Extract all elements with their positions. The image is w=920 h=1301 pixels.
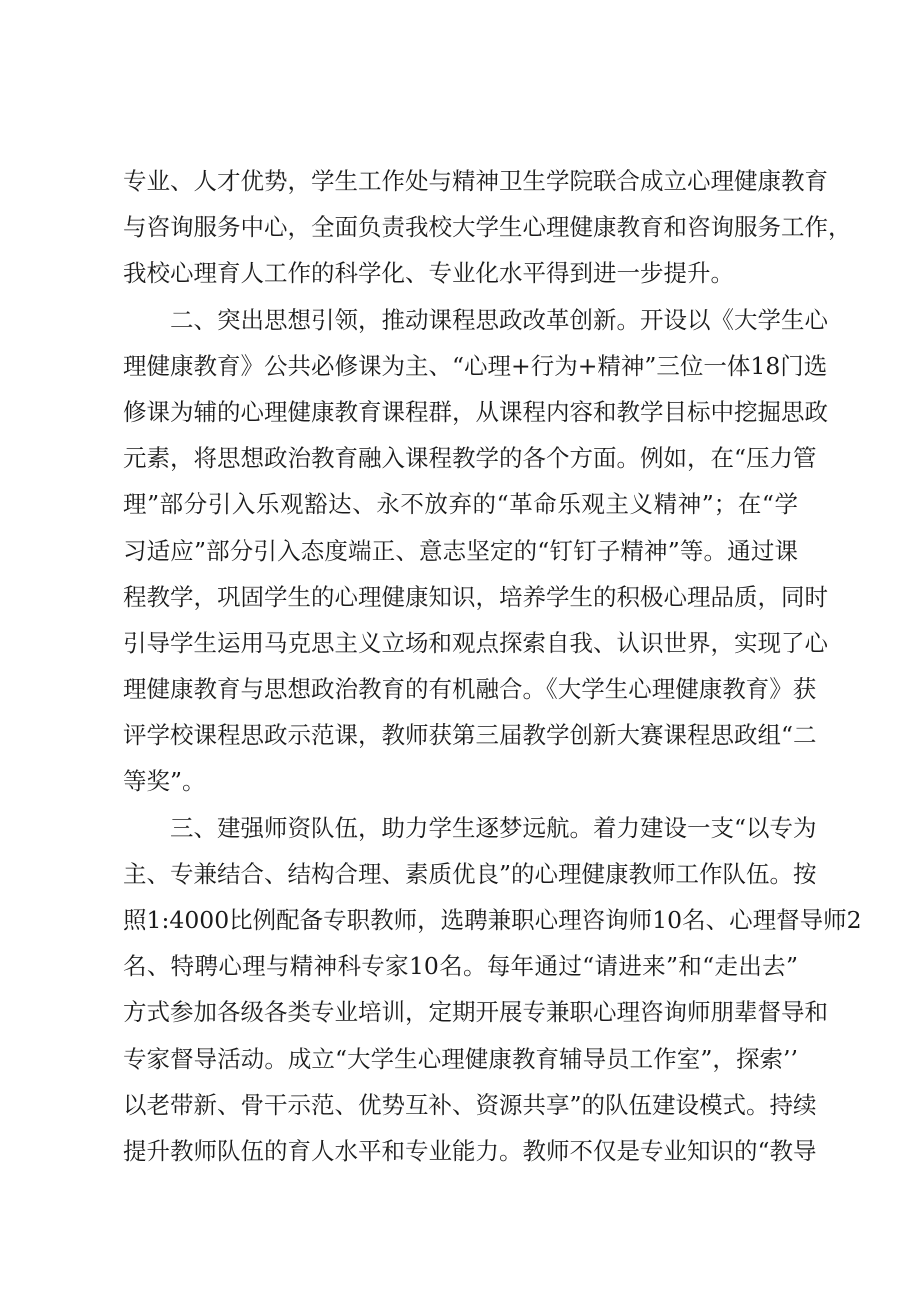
- body-text-line: 引导学生运用马克思主义立场和观点探索自我、认识世界，实现了心: [123, 628, 828, 657]
- body-text-line: 我校心理育人工作的科学化、专业化水平得到进一步提升。: [123, 259, 734, 288]
- body-text-line: 专业、人才优势，学生工作处与精神卫生学院联合成立心理健康教育: [123, 167, 828, 195]
- body-text-line: 方式参加各级各类专业培训，定期开展专兼职心理咨询师朋辈督导和: [123, 998, 828, 1027]
- document-body: [123, 158, 862, 1174]
- body-text-line: 专家督导活动。成立“大学生心理健康教育辅导员工作室”，探索’’: [123, 1044, 798, 1073]
- body-text-line: 主、专兼结合、结构合理、素质优良”的心理健康教师工作队伍。按: [123, 859, 817, 888]
- body-text-line: 三、建强师资队伍，助力学生逐梦远航。着力建设一支“以专为: [170, 813, 817, 842]
- body-text-line: 理”部分引入乐观豁达、永不放弃的“革命乐观主义精神”；在“学: [123, 490, 798, 519]
- body-text-line: 名、特聘心理与精神科专家10名。每年通过“请进来”和“走出去”: [123, 952, 798, 981]
- body-text-line: 评学校课程思政示范课，教师获第三届教学创新大赛课程思政组“二: [123, 721, 817, 750]
- body-text-line: 程教学，巩固学生的心理健康知识，培养学生的积极心理品质，同时: [123, 582, 828, 611]
- body-text-line: 二、突出思想引领，推动课程思政改革创新。开设以《大学生心: [170, 305, 828, 334]
- body-text-line: 理健康教育与思想政治教育的有机融合。《大学生心理健康教育》获: [123, 675, 817, 704]
- body-text-line: 以老带新、骨干示范、优势互补、资源共享”的队伍建设模式。持续: [123, 1090, 817, 1119]
- body-text-line: 等奖”。: [123, 767, 206, 796]
- body-text-line: 修课为辅的心理健康教育课程群，从课程内容和教学目标中挖掘思政: [123, 397, 828, 426]
- body-text-line: 习适应”部分引入态度端正、意志坚定的“钉钉子精神”等。通过课: [123, 536, 798, 565]
- body-text-line: 理健康教育》公共必修课为主、“心理+行为+精神”三位一体18门选: [123, 351, 828, 380]
- body-text-line: 与咨询服务中心，全面负责我校大学生心理健康教育和咨询服务工作，: [123, 213, 852, 242]
- body-text-line: 元素，将思想政治教育融入课程教学的各个方面。例如，在“压力管: [123, 444, 817, 473]
- body-text-line: 提升教师队伍的育人水平和专业能力。教师不仅是专业知识的“教导: [123, 1136, 817, 1165]
- body-text-line: 照1:4000比例配备专职教师，选聘兼职心理咨询师10名、心理督导师2: [123, 906, 862, 934]
